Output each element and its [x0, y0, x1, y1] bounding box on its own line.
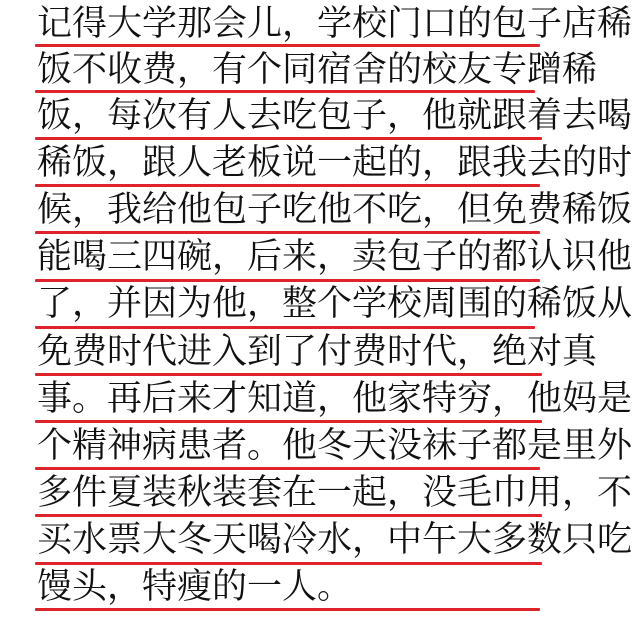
- underline-6: [35, 279, 540, 282]
- text-line-7: 了，并因为他，整个学校周围的稀饭从: [37, 284, 632, 324]
- underline-1: [35, 44, 540, 47]
- underline-9: [35, 420, 542, 423]
- underline-13: [35, 608, 540, 611]
- text-line-2: 饭不收费，有个同宿舍的校友专蹭稀: [37, 50, 598, 90]
- text-line-12: 买水票大冬天喝冷水，中午大多数只吃: [37, 520, 632, 560]
- text-line-4: 稀饭，跟人老板说一起的，跟我去的时: [37, 143, 632, 183]
- text-line-3: 饭，每次有人去吃包子，他就跟着去喝: [37, 96, 632, 136]
- text-line-5: 候，我给他包子吃他不吃，但免费稀饭: [37, 190, 632, 230]
- underline-12: [35, 562, 542, 565]
- underline-2: [35, 90, 535, 93]
- text-line-13: 馒头，特瘦的一人。: [37, 567, 353, 607]
- underline-3: [35, 137, 542, 140]
- text-line-11: 多件夏装秋装套在一起，没毛巾用，不: [37, 473, 632, 513]
- underline-7: [35, 326, 535, 329]
- text-line-9: 事。再后来才知道，他家特穷，他妈是: [37, 379, 632, 419]
- underline-11: [35, 514, 542, 517]
- text-line-8: 免费时代进入到了付费时代，绝对真: [37, 332, 598, 372]
- text-line-6: 能喝三四碗，后来，卖包子的都认识他: [37, 237, 632, 277]
- underline-4: [35, 184, 540, 187]
- text-line-1: 记得大学那会儿，学校门口的包子店稀: [37, 4, 632, 44]
- underline-5: [35, 231, 540, 234]
- underline-10: [35, 467, 540, 470]
- underline-8: [35, 373, 542, 376]
- text-line-10: 个精神病患者。他冬天没袜子都是里外: [37, 426, 632, 466]
